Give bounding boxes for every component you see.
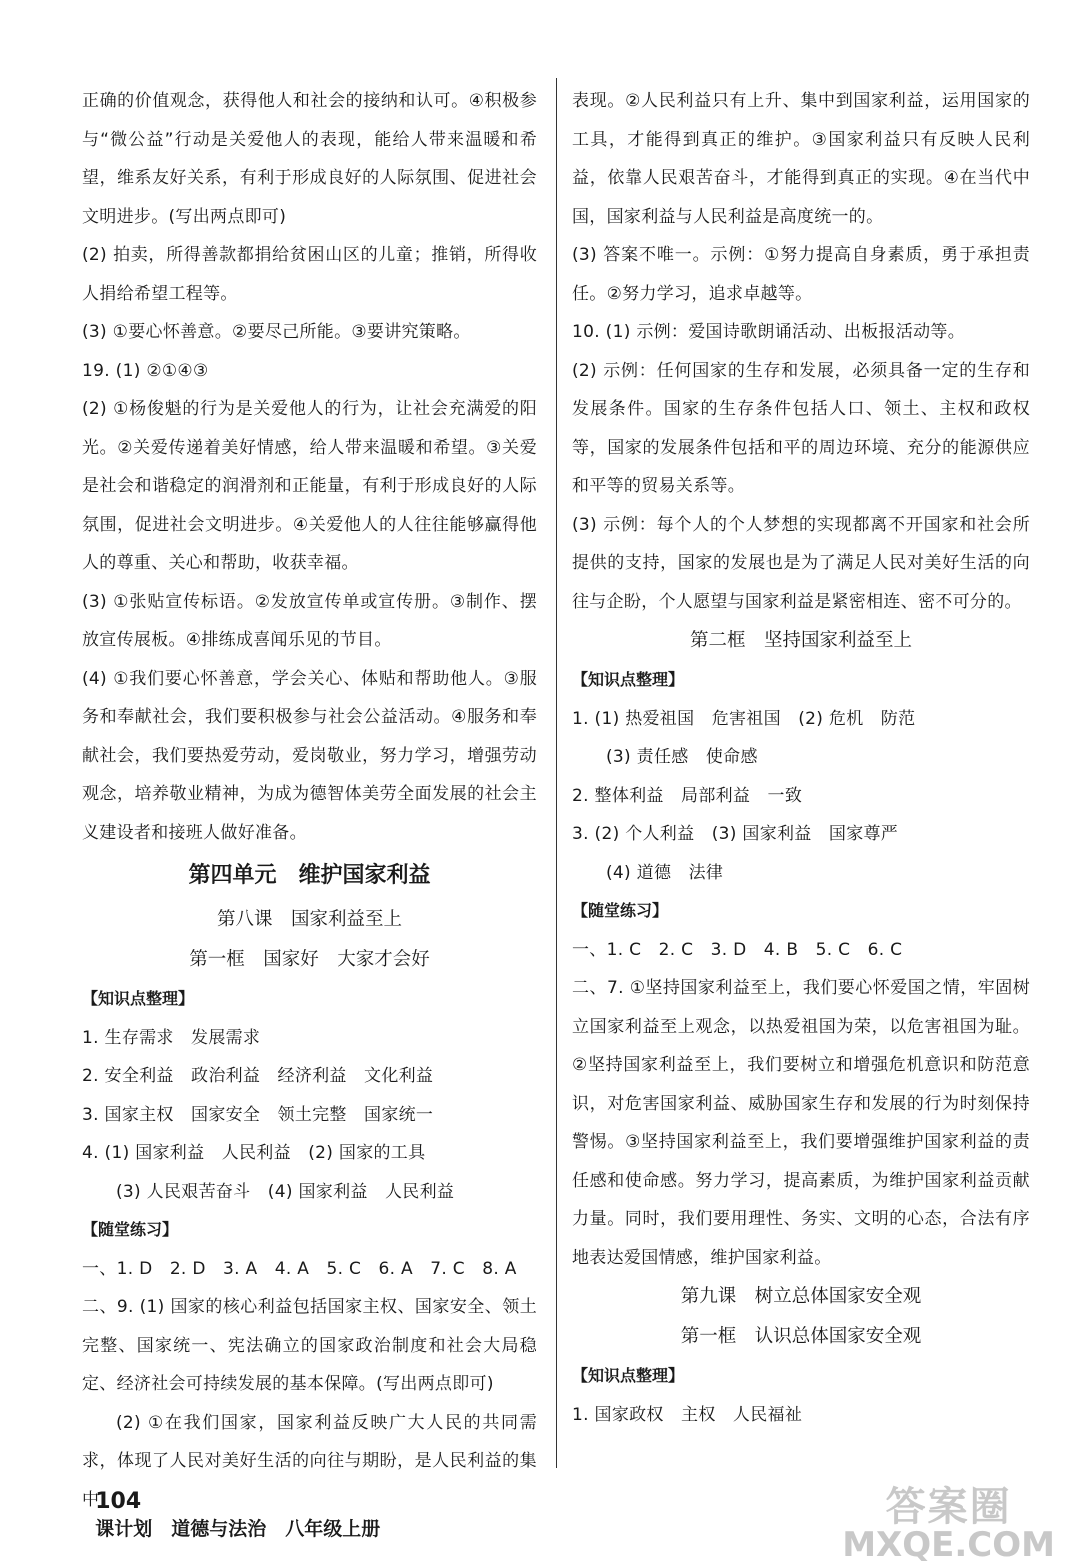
left-paragraph: 1. 生存需求 发展需求 [82,1027,261,1048]
right-section-tag: 【知识点整理】 [572,670,685,689]
left-paragraph: (3) 人民艰苦奋斗 (4) 国家利益 人民利益 [116,1181,455,1202]
right-lesson-heading: 第九课 树立总体国家安全观 [680,1286,922,1307]
page-footer [82,1467,380,1541]
left-section-tag: 【知识点整理】 [82,989,195,1008]
right-paragraph: (3) 答案不唯一。示例：①努力提高自身素质，勇于承担责任。②努力学习，追求卓越等。 [572,245,1030,304]
right-paragraph: 10. (1) 示例：爱国诗歌朗诵活动、出板报活动等。 [572,322,966,342]
right-lesson-heading: 第一框 认识总体国家安全观 [680,1326,922,1347]
right-lesson-heading: 第二框 坚持国家利益至上 [689,630,912,651]
left-paragraph: 正确的价值观念，获得他人和社会的接纳和认可。④积极参与“微公益”行动是关爱他人的表现，能给人带来温暖和希望，维系友好关系，有利于形成良好的人际氛围、促进社会文明进步。(写出两点即可) [82,91,537,227]
left-paragraph: 19. (1) ②①④③ [82,360,209,381]
right-paragraph: 1. (1) 热爱祖国 危害祖国 (2) 危机 防范 [572,708,916,729]
right-paragraph: 表现。②人民利益只有上升、集中到国家利益，运用国家的工具，才能得到真正的维护。③国家利益只有反映人民利益，依靠人民艰苦奋斗，才能得到真正的实现。④在当代中国，国家利益与人民利益是高度统一的。 [572,91,1030,227]
left-lesson-heading: 第一框 国家好 大家才会好 [189,949,430,970]
left-paragraph: (2) 拍卖，所得善款都捐给贫困山区的儿童；推销，所得收人捐给希望工程等。 [82,245,537,304]
right-paragraph: 1. 国家政权 主权 人民福祉 [572,1404,803,1425]
right-paragraph: (2) 示例：任何国家的生存和发展，必须具备一定的生存和发展条件。国家的生存条件包括人口、领土、主权和政权等，国家的发展条件包括和平的周边环境、充分的能源供应和平等的贸易关系等。 [572,360,1030,496]
left-paragraph: (4) ①我们要心怀善意，学会关心、体贴和帮助他人。③服务和奉献社会，我们要积极参与社会公益活动。④服务和奉献社会，我们要热爱劳动，爱岗敬业，努力学习，增强劳动观念，培养敬业精神，为成为德智体美劳全面发展的社会主义建设者和接班人做好准备。 [82,668,537,843]
right-paragraph: 一、1. C 2. C 3. D 4. B 5. C 6. C [572,939,903,960]
left-column [82,82,537,1519]
left-paragraph: 4. (1) 国家利益 人民利益 (2) 国家的工具 [82,1143,426,1163]
left-lesson-heading: 第八课 国家利益至上 [216,909,402,930]
right-column [572,82,1030,1434]
left-paragraph: 2. 安全利益 政治利益 经济利益 文化利益 [82,1066,434,1086]
watermark-url: MXQE.COM [842,1525,1055,1565]
right-paragraph: (4) 道德 法律 [606,862,724,883]
left-unit-heading: 第四单元 维护国家利益 [188,863,431,888]
book-title: 课计划 道德与法治 八年级上册 [95,1518,381,1540]
right-paragraph: (3) 责任感 使命感 [606,747,758,767]
left-paragraph: 3. 国家主权 国家安全 领土完整 国家统一 [82,1104,434,1125]
right-section-tag: 【知识点整理】 [572,1366,685,1385]
left-paragraph: (3) ①张贴宣传标语。②发放宣传单或宣传册。③制作、摆放宣传展板。④排练成喜闻乐见的节目。 [82,591,537,650]
left-section-tag: 【随堂练习】 [82,1220,179,1239]
page-number: 104 [95,1489,142,1514]
right-paragraph: 二、7. ①坚持国家利益至上，我们要心怀爱国之情，牢固树立国家利益至上观念，以热爱祖国为荣，以危害祖国为耻。②坚持国家利益至上，我们要树立和增强危机意识和防范意识，对危害国家利益、威胁国家生存和发展的行为时刻保持警惕。③坚持国家利益至上，我们要增强维护国家利益的责任感和使命感。努力学习，提高素质，为维护国家利益贡献力量。同时，我们要用理性、务实、文明的心态，合法有序地表达爱国情感，维护国家利益。 [572,978,1030,1268]
right-paragraph: (3) 示例：每个人的个人梦想的实现都离不开国家和社会所提供的支持，国家的发展也是为了满足人民对美好生活的向往与企盼，个人愿望与国家利益是紧密相连、密不可分的。 [572,514,1030,612]
column-divider [556,78,557,1468]
right-paragraph: 2. 整体利益 局部利益 一致 [572,785,803,806]
watermark [842,1484,1055,1565]
left-paragraph: 一、1. D 2. D 3. A 4. A 5. C 6. A 7. C 8. A [82,1258,517,1279]
left-paragraph: (2) ①杨俊魁的行为是关爱他人的行为，让社会充满爱的阳光。②关爱传递着美好情感，给人带来温暖和希望。③关爱是社会和谐稳定的润滑剂和正能量，有利于形成良好的人际氛围，促进社会文明进步。④关爱他人的人往往能够赢得他人的尊重、关心和帮助，收获幸福。 [82,399,537,573]
watermark-logo-text: 答案圈 [885,1484,1012,1530]
right-section-tag: 【随堂练习】 [572,901,669,920]
right-paragraph: 3. (2) 个人利益 (3) 国家利益 国家尊严 [572,824,899,844]
left-paragraph: (3) ①要心怀善意。②要尽己所能。③要讲究策略。 [82,322,471,342]
left-paragraph: (2) ①在我们国家，国家利益反映广大人民的共同需求，体现了人民对美好生活的向往与期盼，是人民利益的集中 [82,1412,537,1510]
left-paragraph: 二、9. (1) 国家的核心利益包括国家主权、国家安全、领土完整、国家统一、宪法确立的国家政治制度和社会大局稳定、经济社会可持续发展的基本保障。(写出两点即可) [82,1297,537,1394]
